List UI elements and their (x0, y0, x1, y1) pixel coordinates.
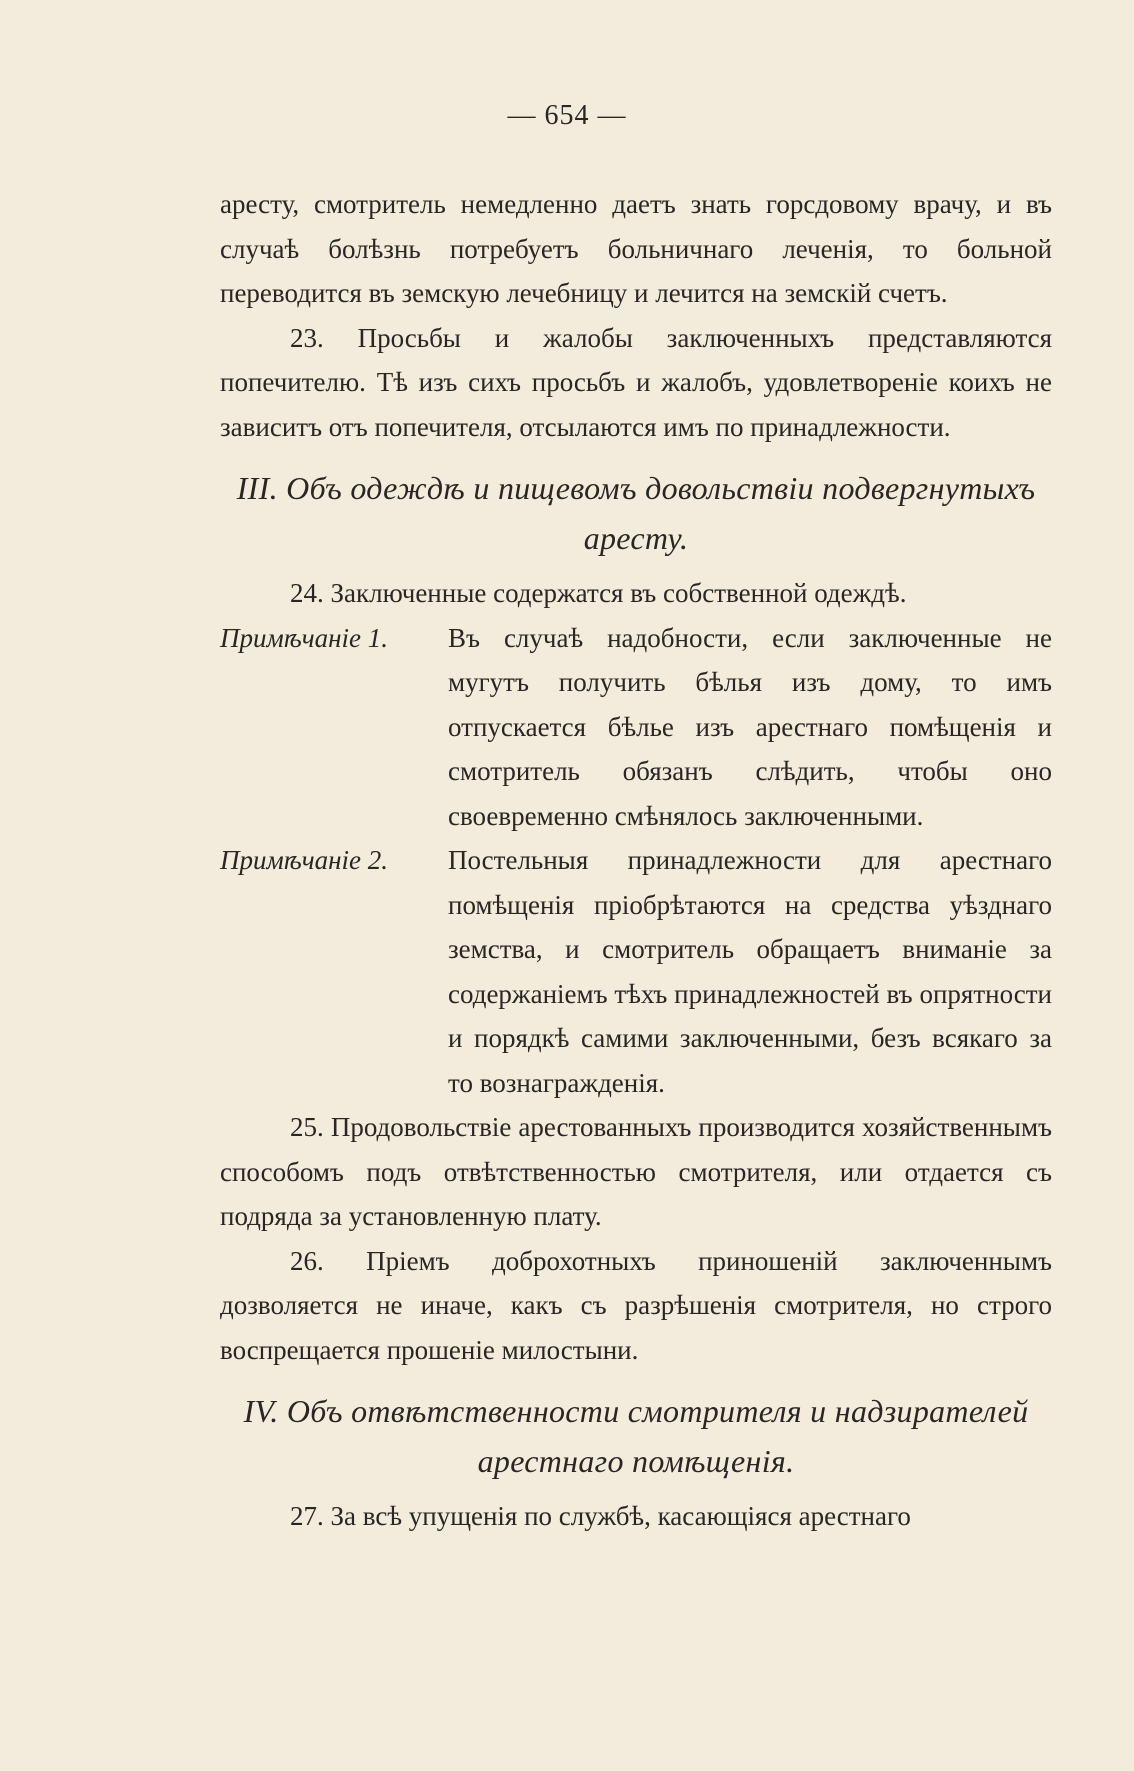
paragraph-continuation: аресту, смотритель немедленно даетъ знать горсдовому врачу, и въ случаѣ болѣзнь потребуетъ больничнаго леченія, то больной переводится въ земскую лечебницу и лечится на земскій счетъ. (220, 189, 1052, 308)
note-2 (220, 838, 1052, 1105)
paragraph-26: 26. Пріемъ доброхотныхъ приношеній заключеннымъ дозволяется не иначе, какъ съ разрѣшенія смотрителя, но строго воспрещается прошеніе милостыни. (220, 1245, 1052, 1365)
section-heading-iv: IV. Объ отвѣтственности смотрителя и надзирателей арестнаго помѣщенія. (243, 1393, 1029, 1479)
note-2-label: Примѣчаніе 2. (220, 845, 388, 875)
section-heading-iii: III. Объ одеждѣ и пищевомъ довольствіи подвергнутыхъ аресту. (236, 470, 1036, 556)
note-2-text: Постельныя принадлежности для арестнаго помѣщенія пріобрѣтаются на средства уѣзднаго земства, и смотритель обращаетъ вниманіе за содержаніемъ тѣхъ принадлежностей въ опрятности и порядкѣ самими заключенными, безъ всякаго за то вознагражденія. (448, 845, 1052, 1098)
page-number: — 654 — (507, 100, 627, 131)
page-body (220, 182, 1052, 1539)
paragraph-25: 25. Продовольствіе арестованныхъ производится хозяйственнымъ способомъ подъ отвѣтственностью смотрителя, или отдается съ подряда за установленную плату. (220, 1112, 1052, 1231)
paragraph-24: 24. Заключенные содержатся въ собственной одеждѣ. (290, 578, 907, 608)
note-1-label: Примѣчаніе 1. (220, 622, 388, 653)
paragraph-23: 23. Просьбы и жалобы заключенныхъ представляются попечителю. Тѣ изъ сихъ просьбъ и жалобъ, удовлетвореніе коихъ не зависитъ отъ попечителя, отсылаются имъ по принадлежности. (220, 322, 1052, 442)
note-1-text: Въ случаѣ надобности, если заключенные не мугутъ получить бѣлья изъ дому, то имъ отпускается бѣлье изъ арестнаго помѣщенія и смотритель обязанъ слѣдить, чтобы оно своевременно смѣнялось заключенными. (448, 622, 1052, 831)
paragraph-27: 27. За всѣ упущенія по службѣ, касающіяся арестнаго (290, 1501, 911, 1531)
note-1 (220, 616, 1052, 839)
